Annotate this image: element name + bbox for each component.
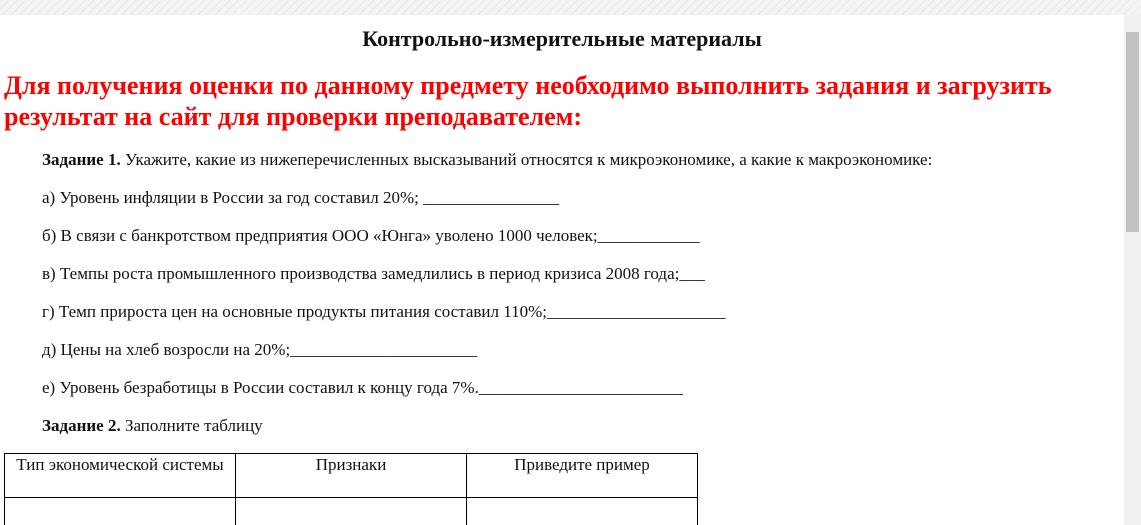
vertical-scrollbar[interactable] (1124, 15, 1141, 525)
scrollbar-thumb[interactable] (1126, 32, 1139, 232)
table-header-cell: Приведите пример (467, 454, 698, 498)
document-page (0, 15, 1124, 525)
table-row (5, 498, 698, 525)
table-header-row (5, 454, 698, 498)
table-header-cell: Признаки (236, 454, 467, 498)
task-2-text: Заполните таблицу (120, 416, 263, 435)
statement-b: б) В связи с банкротством предприятия ООО «Юнга» уволено 1000 человек;____________ (42, 226, 700, 245)
table-header-cell: Тип экономической системы (5, 454, 236, 498)
statement-c: в) Темпы роста промышленного производства замедлились в период кризиса 2008 года;___ (42, 264, 705, 283)
table-cell (467, 498, 698, 525)
table-cell (236, 498, 467, 525)
statement-d: г) Темп прироста цен на основные продукты питания составил 110%;_____________________ (42, 302, 726, 321)
task-2-label: Задание 2. (42, 416, 121, 435)
statement-f: е) Уровень безработицы в России составил к концу года 7%.________________________ (42, 378, 683, 397)
statement-e: д) Цены на хлеб возросли на 20%;______________________ (42, 340, 478, 359)
economic-systems-table (4, 453, 698, 525)
red-notice: Для получения оценки по данному предмету необходимо выполнить задания и загрузить результат на сайт для проверки преподавателем: (4, 71, 1052, 131)
task-1-label: Задание 1. (42, 150, 121, 169)
statement-a: а) Уровень инфляции в России за год составил 20%; ________________ (42, 188, 560, 207)
task-2 (42, 416, 263, 436)
task-1 (42, 150, 932, 170)
task-1-text: Укажите, какие из нижеперечисленных высказываний относятся к микроэкономике, а какие к макроэкономике: (120, 150, 933, 169)
document-title: Контрольно-измерительные материалы (362, 26, 762, 51)
table-cell (5, 498, 236, 525)
